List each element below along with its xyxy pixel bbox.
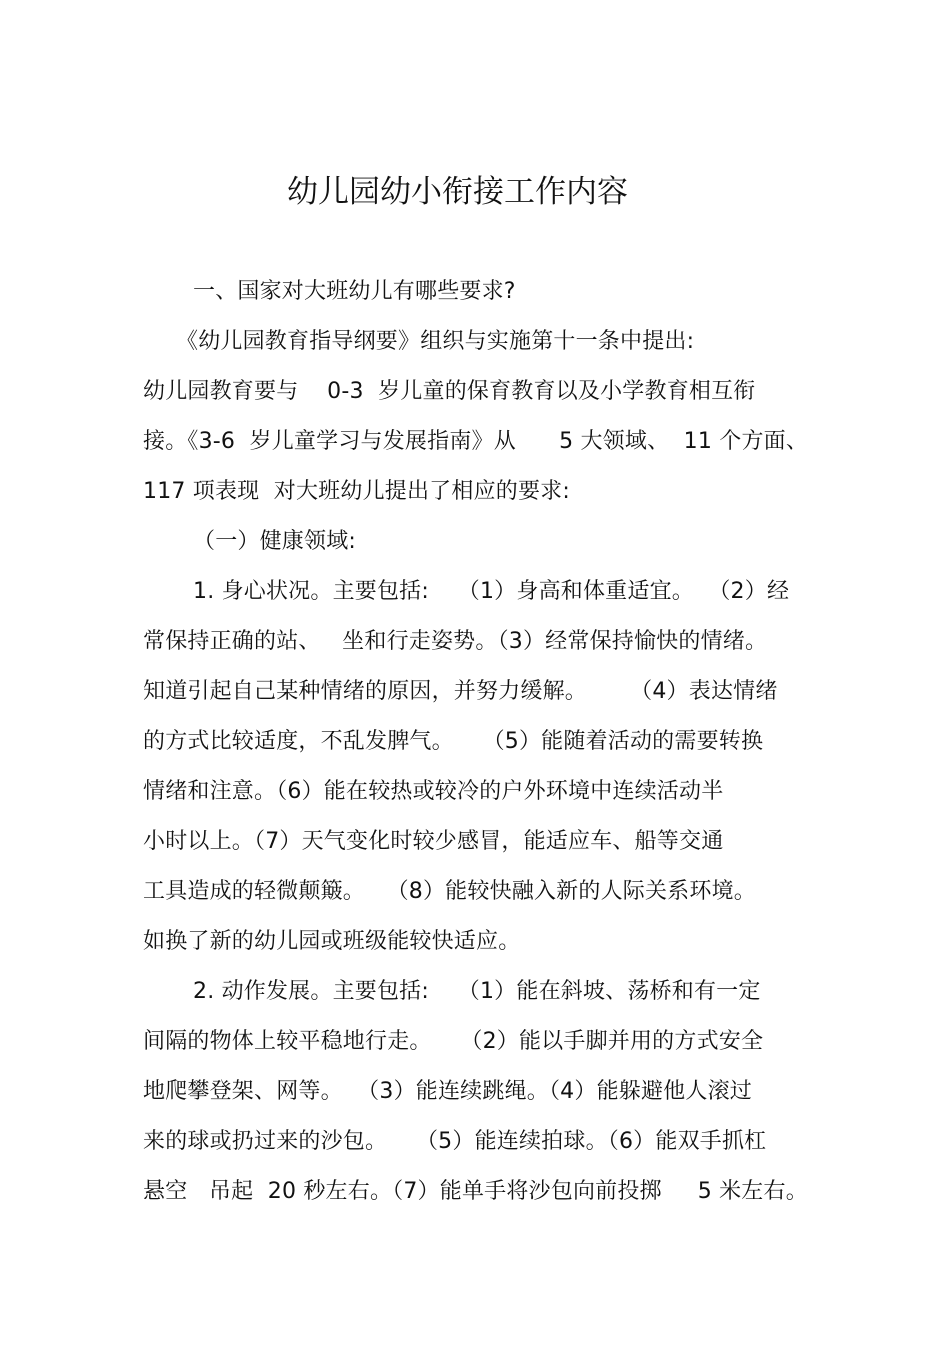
paragraph-line: 的方式比较适度，不乱发脾气。 （5）能随着活动的需要转换 [143,729,764,754]
paragraph-line: 地爬攀登架、网等。 （3）能连续跳绳。（4）能躲避他人滚过 [143,1079,752,1104]
subsection-heading: （一）健康领域: [193,529,357,554]
paragraph-line: 来的球或扔过来的沙包。 （5）能连续拍球。（6）能双手抓杠 [143,1129,767,1154]
paragraph-line: 接。《3-6 岁儿童学习与发展指南》从 5 大领域、 11 个方面、 [143,429,809,454]
paragraph-line: 情绪和注意。（6）能在较热或较冷的户外环境中连续活动半 [143,779,724,804]
section-heading: 一、国家对大班幼儿有哪些要求? [193,279,516,304]
paragraph-line: 悬空 吊起 20 秒左右。（7）能单手将沙包向前投掷 5 米左右。 [143,1179,808,1204]
paragraph-line: 工具造成的轻微颠簸。 （8）能较快融入新的人际关系环境。 [143,879,756,904]
paragraph-line: 1. 身心状况。主要包括: （1）身高和体重适宜。 （2）经 [193,579,790,604]
paragraph-line: 常保持正确的站、 坐和行走姿势。（3）经常保持愉快的情绪。 [143,629,768,654]
paragraph-line: 117 项表现 对大班幼儿提出了相应的要求: [143,479,570,504]
paragraph-line: 如换了新的幼儿园或班级能较快适应。 [143,929,521,954]
paragraph-line: 间隔的物体上较平稳地行走。 （2）能以手脚并用的方式安全 [143,1029,764,1054]
paragraph-line: 2. 动作发展。主要包括: （1）能在斜坡、荡桥和有一定 [193,979,761,1004]
paragraph-line: 小时以上。（7）天气变化时较少感冒，能适应车、船等交通 [143,829,724,854]
paragraph-line: 《幼儿园教育指导纲要》组织与实施第十一条中提出: [176,329,695,354]
document-title: 幼儿园幼小衔接工作内容 [287,174,628,210]
paragraph-line: 幼儿园教育要与 0-3 岁儿童的保育教育以及小学教育相互衔 [143,379,756,404]
paragraph-line: 知道引起自己某种情绪的原因，并努力缓解。 （4）表达情绪 [143,679,778,704]
